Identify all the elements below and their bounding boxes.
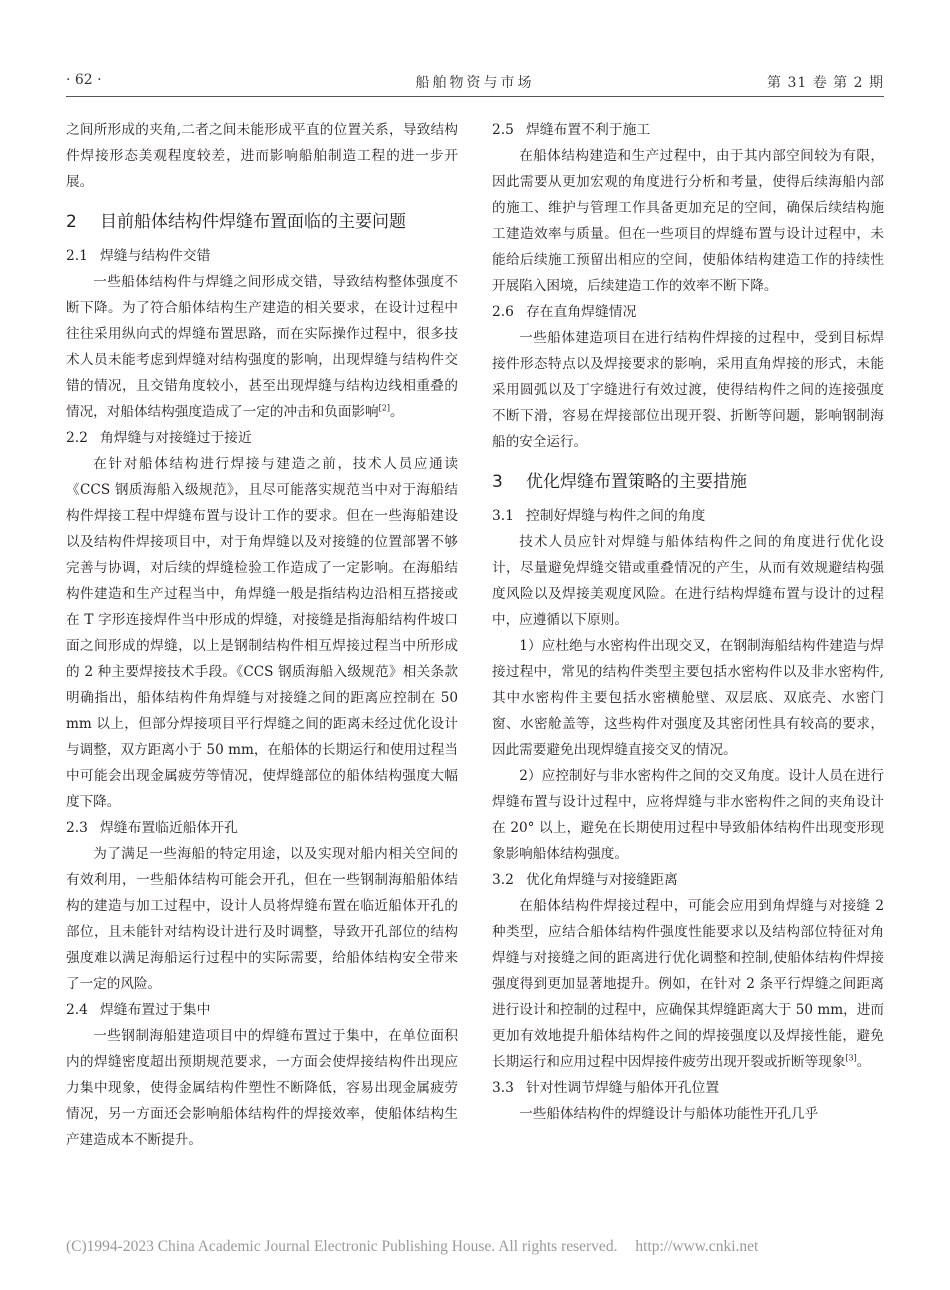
subsection-number: 2.2 bbox=[66, 430, 88, 446]
subsection-3-1-heading bbox=[492, 503, 884, 529]
subsection-title: 焊缝布置临近船体开孔 bbox=[100, 820, 238, 836]
subsection-2-4-heading bbox=[66, 997, 458, 1023]
paragraph-2-1: 一些船体结构件与焊缝之间形成交错，导致结构整体强度不断下降。为了符合船体结构生产建造的相关要求，在设计过程中往往采用纵向式的焊缝布置思路，而在实际操作过程中，很多技术人员未能考虑到焊缝对结构强度的影响，出现焊缝与结构件交错的情况，且交错角度较小，甚至出现焊缝与结构边线相重叠的情况，对船体结构强度造成了一定的冲击和负面影响[2]。 bbox=[66, 274, 458, 420]
paragraph-2-4: 一些钢制海船建造项目中的焊缝布置过于集中，在单位面积内的焊缝密度超出预期规范要求，一方面会使焊接结构件出现应力集中现象，使得金属结构件塑性不断降低，容易出现金属疲劳情况，另一方面还会影响船体结构件的焊接效率，使船体结构生产建造成本不断提升。 bbox=[66, 1028, 458, 1148]
subsection-2-1-heading bbox=[66, 243, 458, 269]
copyright-text: (C)1994-2023 China Academic Journal Electronic Publishing House. All rights reserved. bbox=[66, 1238, 618, 1255]
paragraph-3-3: 一些船体结构件的焊缝设计与船体功能性开孔几乎 bbox=[519, 1106, 819, 1122]
copyright-footer bbox=[66, 1238, 884, 1256]
subsection-3-3-heading bbox=[492, 1075, 884, 1101]
section-3-heading bbox=[492, 469, 884, 495]
subsection-2-5-heading bbox=[492, 117, 884, 143]
subsection-number: 2.1 bbox=[66, 248, 88, 264]
subsection-number: 3.1 bbox=[492, 508, 514, 524]
issue-info: 第 31 卷 第 2 期 bbox=[767, 75, 884, 91]
paragraph-3-1: 技术人员应针对焊缝与船体结构件之间的角度进行优化设计，尽量避免焊缝交错或重叠情况的产生，从而有效规避结构强度风险以及焊接美观度风险。在进行结构焊缝布置与设计的过程中，应遵循以下原则。 bbox=[492, 534, 884, 628]
subsection-title: 焊缝与结构件交错 bbox=[100, 248, 211, 264]
paragraph-3-1-item-1: 1）应杜绝与水密构件出现交叉，在钢制海船结构件建造与焊接过程中，常见的结构件类型主要包括水密构件以及非水密构件,其中水密构件主要包括水密横舱壁、双层底、双底壳、水密门窗、水密舱盖等，这些构件对强度及其密闭性具有较高的要求，因此需要避免出现焊缝直接交叉的情况。 bbox=[492, 638, 884, 758]
paragraph-3-1-item-2: 2）应控制好与非水密构件之间的交叉角度。设计人员在进行焊缝布置与设计过程中，应将焊缝与非水密构件之间的夹角设计在 20° 以上，避免在长期使用过程中导致船体结构件出现变形现象影响船体结构强度。 bbox=[492, 768, 884, 862]
section-number: 3 bbox=[492, 472, 503, 492]
subsection-title: 角焊缝与对接缝过于接近 bbox=[100, 430, 252, 446]
citation: [3] bbox=[845, 1053, 857, 1063]
section-2-heading bbox=[66, 209, 458, 235]
paragraph-2-3: 为了满足一些海船的特定用途，以及实现对船内相关空间的有效利用，一些船体结构可能会开孔，但在一些钢制海船船体结构的建造与加工过程中，设计人员将焊缝布置在临近船体开孔的部位，且未能针对结构设计进行及时调整，导致开孔部位的结构强度难以满足海船运行过程中的实际需要，给船体结构安全带来了一定的风险。 bbox=[66, 846, 458, 992]
section-title: 优化焊缝布置策略的主要措施 bbox=[526, 472, 747, 492]
subsection-number: 3.2 bbox=[492, 872, 514, 888]
running-header bbox=[66, 66, 884, 94]
citation: [2] bbox=[378, 403, 390, 413]
intro-paragraph: 之间所形成的夹角,二者之间未能形成平直的位置关系，导致结构件焊接形态美观程度较差，进而影响船舶制造工程的进一步开展。 bbox=[66, 122, 458, 190]
subsection-title: 焊缝布置不利于施工 bbox=[526, 122, 651, 138]
subsection-2-3-heading bbox=[66, 815, 458, 841]
journal-title: 船舶物资与市场 bbox=[415, 75, 535, 91]
section-number: 2 bbox=[66, 212, 77, 232]
subsection-title: 焊缝布置过于集中 bbox=[100, 1002, 211, 1018]
section-title: 目前船体结构件焊缝布置面临的主要问题 bbox=[100, 212, 406, 232]
header-divider bbox=[66, 96, 884, 97]
left-column bbox=[66, 117, 458, 1153]
subsection-2-6-heading bbox=[492, 299, 884, 325]
paragraph-3-2: 在船体结构件焊接过程中，可能会应用到角焊缝与对接缝 2 种类型，应结合船体结构件强度性能要求以及结构部位特征对角焊缝与对接缝之间的距离进行优化调整和控制,使船体结构件焊接强度得到更加显著地提升。例如，在针对 2 条平行焊缝之间距离进行设计和控制的过程中，应确保其焊缝距离大于 50 mm，进而更加有效地提升船体结构件之间的焊接强度以及焊接性能，避免长期运行和应用过程中因焊接件疲劳出现开裂或折断等现象[3]。 bbox=[492, 898, 884, 1070]
paragraph-2-5: 在船体结构建造和生产过程中，由于其内部空间较为有限，因此需要从更加宏观的角度进行分析和考量，使得后续海船内部的施工、维护与管理工作具备更加充足的空间，确保后续结构施工建造效率与质量。但在一些项目的焊缝布置与设计过程中，未能给后续施工预留出相应的空间，使船体结构建造工作的持续性开展陷入困境，后续建造工作的效率不断下降。 bbox=[492, 148, 884, 294]
page-number: · 62 · bbox=[66, 72, 102, 88]
paragraph-2-2: 在针对船体结构进行焊接与建造之前，技术人员应通读《CCS 钢质海船入级规范》，且尽可能落实规范当中对于海船结构件焊接工程中焊缝布置与设计工作的要求。但在一些海船建设以及结构件焊接项目中，对于角焊缝以及对接缝的位置部署不够完善与协调，对后续的焊缝检验工作造成了一定影响。在海船结构件建造和生产过程当中，角焊缝一般是指结构边沿相互搭接或在 T 字形连接焊件当中形成的焊缝，对接缝是指海船结构件坡口面之间形成的焊缝，以上是钢制结构件相互焊接过程当中所形成的 2 种主要焊接技术手段。《CCS 钢质海船入级规范》相关条款明确指出，船体结构件角焊缝与对接缝之间的距离应控制在 50 mm 以上，但部分焊接项目平行焊缝之间的距离未经过优化设计与调整，双方距离小于 50 mm，在船体的长期运行和使用过程当中可能会出现金属疲劳等情况，使焊缝部位的船体结构强度大幅度下降。 bbox=[66, 456, 458, 810]
subsection-number: 3.3 bbox=[492, 1080, 514, 1096]
paragraph-2-6: 一些船体建造项目在进行结构件焊接的过程中，受到目标焊接件形态特点以及焊接要求的影响，采用直角焊接的形式，未能采用圆弧以及丁字缝进行有效过渡，使得结构件之间的连接强度不断下滑，容易在焊接部位出现开裂、折断等问题，影响钢制海船的安全运行。 bbox=[492, 330, 884, 450]
subsection-title: 优化角焊缝与对接缝距离 bbox=[526, 872, 678, 888]
right-column bbox=[492, 117, 884, 1127]
subsection-title: 针对性调节焊缝与船体开孔位置 bbox=[526, 1080, 720, 1096]
subsection-2-2-heading bbox=[66, 425, 458, 451]
subsection-3-2-heading bbox=[492, 867, 884, 893]
subsection-number: 2.4 bbox=[66, 1002, 88, 1018]
subsection-number: 2.6 bbox=[492, 304, 514, 320]
subsection-number: 2.5 bbox=[492, 122, 514, 138]
cnki-link[interactable]: http://www.cnki.net bbox=[635, 1238, 759, 1255]
subsection-title: 存在直角焊缝情况 bbox=[526, 304, 637, 320]
subsection-number: 2.3 bbox=[66, 820, 88, 836]
subsection-title: 控制好焊缝与构件之间的角度 bbox=[526, 508, 706, 524]
